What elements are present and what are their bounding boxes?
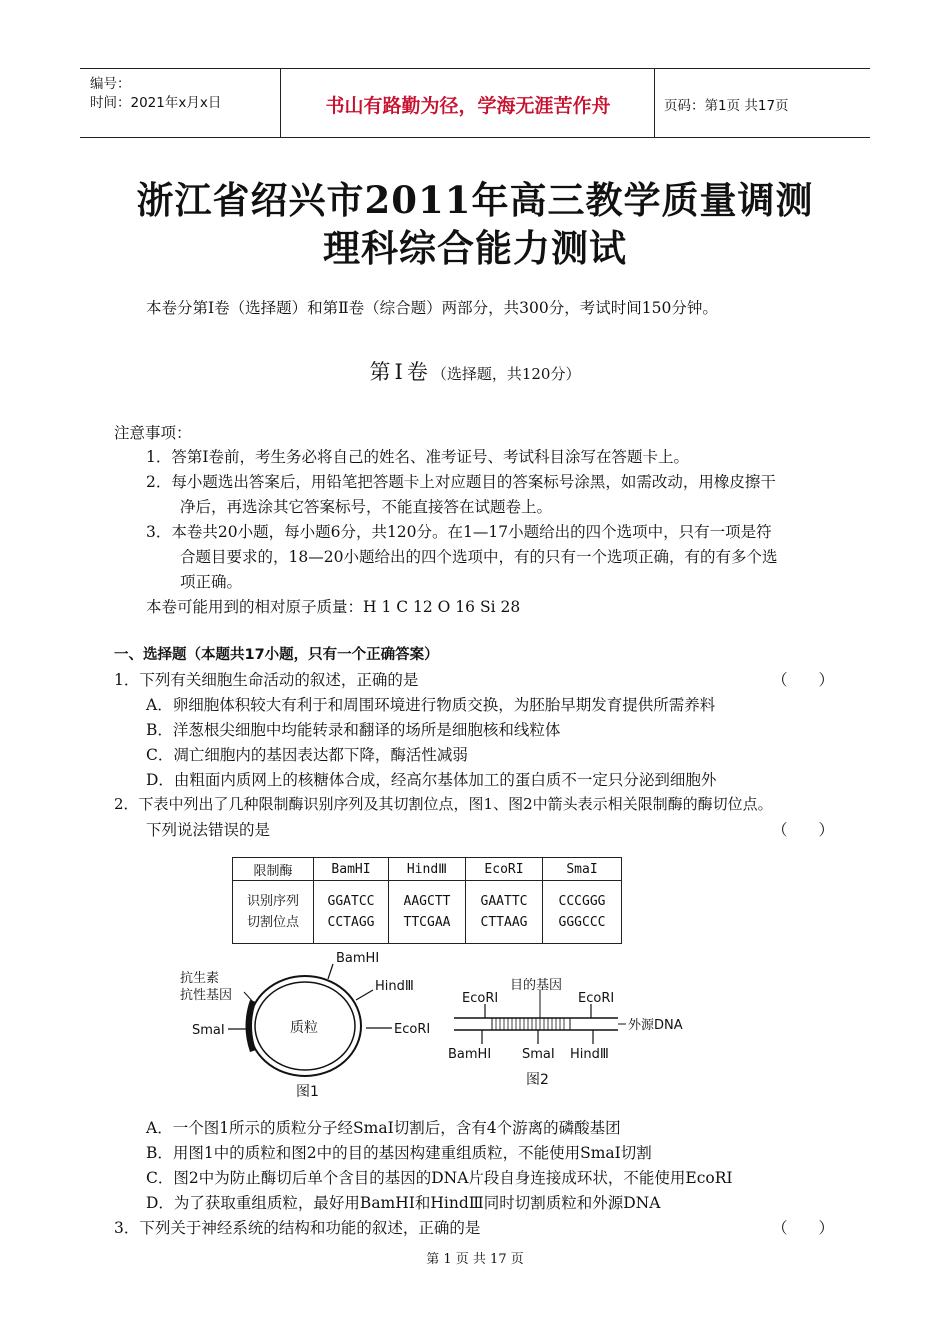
- answer-paren: （ ）: [772, 671, 835, 689]
- header-box: [80, 68, 870, 138]
- fig2-label-smai: SmaI: [522, 1047, 555, 1062]
- option-a: A．一个图1所示的质粒分子经SmaI切割后，含有4个游离的磷酸基团: [146, 1119, 621, 1137]
- row-label: 切割位点: [246, 915, 299, 930]
- sequence-cell: [466, 881, 543, 944]
- target-gene-hatching: [496, 1018, 564, 1030]
- note-item: 1．答第Ⅰ卷前，考生务必将自己的姓名、准考证号、考试科目涂写在答题卡上。: [146, 448, 689, 466]
- enzyme-name: EcoRI: [466, 858, 543, 881]
- sequence-cell: [314, 881, 389, 944]
- sequence-cell: [543, 881, 622, 944]
- document-subtitle: 理科综合能力测试: [323, 226, 627, 270]
- header-divider: [280, 69, 281, 137]
- section-heading: 一、选择题（本题共17小题，只有一个正确答案）: [114, 647, 439, 663]
- question-2-stem: 2．下表中列出了几种限制酶识别序列及其切割位点，图1、图2中箭头表示相关限制酶的酶切位点。: [114, 795, 773, 813]
- row-label: 识别序列: [246, 894, 299, 909]
- page-footer: 第 1 页 共 17 页: [426, 1252, 524, 1267]
- resistance-pointer: [244, 992, 254, 1003]
- header-motto: 书山有路勤为径，学海无涯苦作舟: [325, 95, 611, 117]
- answer-paren: （ ）: [772, 821, 835, 839]
- fig1-label-bamhi: BamHI: [336, 951, 380, 966]
- question-2-stem-cont: 下列说法错误的是: [146, 821, 271, 839]
- enzyme-name: SmaI: [543, 858, 622, 881]
- option-d: D．为了获取重组质粒，最好用BamHI和HindⅢ同时切割质粒和外源DNA: [146, 1194, 661, 1212]
- part1-title: 第Ⅰ卷: [369, 360, 432, 384]
- fig1-caption: 图1: [296, 1084, 319, 1100]
- restriction-enzyme-table: [232, 857, 622, 944]
- enzyme-name: BamHI: [314, 858, 389, 881]
- atomic-masses: 本卷可能用到的相对原子质量：H 1 C 12 O 16 Si 28: [146, 598, 521, 616]
- sequence-top: GAATTC: [480, 894, 528, 909]
- header-divider: [654, 69, 655, 137]
- row-label-cell: [233, 881, 314, 944]
- note-item: 3．本卷共20小题，每小题6分，共120分。在1—17小题给出的四个选项中，只有一项是符: [146, 523, 772, 541]
- header-meta: [90, 75, 221, 113]
- sequence-bottom: CCTAGG: [327, 915, 375, 930]
- sequence-top: CCCGGG: [558, 894, 606, 909]
- fig2-label-foreign-dna: 外源DNA: [628, 1018, 683, 1033]
- figure-2: [448, 978, 683, 1088]
- option-c: C．图2中为防止酶切后单个含目的基因的DNA片段自身连接成环状，不能使用EcoRI: [146, 1169, 733, 1187]
- option-a: A．卵细胞体积较大有利于和周围环境进行物质交换，为胚胎早期发育提供所需养料: [146, 696, 716, 714]
- enzyme-name: HindⅢ: [389, 858, 466, 881]
- figure-1: [180, 951, 430, 1100]
- bamhi-arrow: [328, 964, 333, 979]
- note-item: 净后，再选涂其它答案标号，不能直接答在试题卷上。: [180, 498, 553, 516]
- fig1-label-hindiii: HindⅢ: [375, 979, 414, 994]
- sequence-bottom: TTCGAA: [403, 915, 451, 930]
- fig1-label-smai: SmaI: [192, 1023, 225, 1038]
- header-page-info: 页码：第1页 共17页: [664, 98, 789, 114]
- plasmid-figures: [170, 948, 730, 1106]
- sequence-bottom: GGGCCC: [558, 915, 606, 930]
- intro-text: 本卷分第Ⅰ卷（选择题）和第Ⅱ卷（综合题）两部分，共300分，考试时间150分钟。: [146, 299, 718, 317]
- fig1-label-resistance: 抗性基因: [180, 988, 233, 1003]
- question-1-stem: 1．下列有关细胞生命活动的叙述，正确的是: [114, 671, 419, 689]
- option-d: D．由粗面内质网上的核糖体合成，经高尔基体加工的蛋白质不一定只分泌到细胞外: [146, 771, 717, 789]
- answer-paren: （ ）: [772, 1219, 835, 1237]
- fig2-label-bamhi: BamHI: [448, 1047, 492, 1062]
- fig2-caption: 图2: [526, 1072, 549, 1088]
- notes-title: 注意事项：: [114, 424, 192, 442]
- sequence-top: GGATCC: [327, 894, 375, 909]
- option-c: C．凋亡细胞内的基因表达都下降，酶活性减弱: [146, 746, 468, 764]
- option-b: B．洋葱根尖细胞中均能转录和翻译的场所是细胞核和线粒体: [146, 721, 561, 739]
- fig2-label-ecori-right: EcoRI: [578, 991, 615, 1006]
- part1-subtitle: （选择题，共120分）: [431, 365, 581, 383]
- note-item: 项正确。: [180, 573, 243, 591]
- option-b: B．用图1中的质粒和图2中的目的基因构建重组质粒，不能使用SmaI切割: [146, 1144, 652, 1162]
- note-item: 合题目要求的，18—20小题给出的四个选项中，有的只有一个选项正确，有的有多个选: [180, 548, 778, 566]
- time-label: 时间：2021年x月x日: [90, 95, 222, 111]
- fig2-label-hindiii: HindⅢ: [570, 1047, 609, 1062]
- fig2-label-ecori-left: EcoRI: [462, 991, 499, 1006]
- part1-heading: [0, 356, 950, 386]
- number-label: 编号：: [90, 76, 131, 92]
- fig1-label-ecori: EcoRI: [394, 1022, 431, 1037]
- document-title: 浙江省绍兴市2011年高三教学质量调测: [136, 178, 814, 222]
- sequence-cell: [389, 881, 466, 944]
- question-3-stem: 3．下列关于神经系统的结构和功能的叙述，正确的是: [114, 1219, 481, 1237]
- table-corner-cell: 限制酶: [233, 858, 314, 881]
- hindiii-arrow: [356, 990, 373, 1000]
- fig1-label-resistance: 抗生素: [180, 971, 220, 986]
- sequence-bottom: CTTAAG: [480, 915, 528, 930]
- sequence-top: AAGCTT: [403, 894, 451, 909]
- fig1-label-plasmid: 质粒: [290, 1020, 318, 1036]
- fig2-label-target-gene: 目的基因: [510, 978, 563, 993]
- note-item: 2．每小题选出答案后，用铅笔把答题卡上对应题目的答案标号涂黑，如需改动，用橡皮擦干: [146, 473, 776, 491]
